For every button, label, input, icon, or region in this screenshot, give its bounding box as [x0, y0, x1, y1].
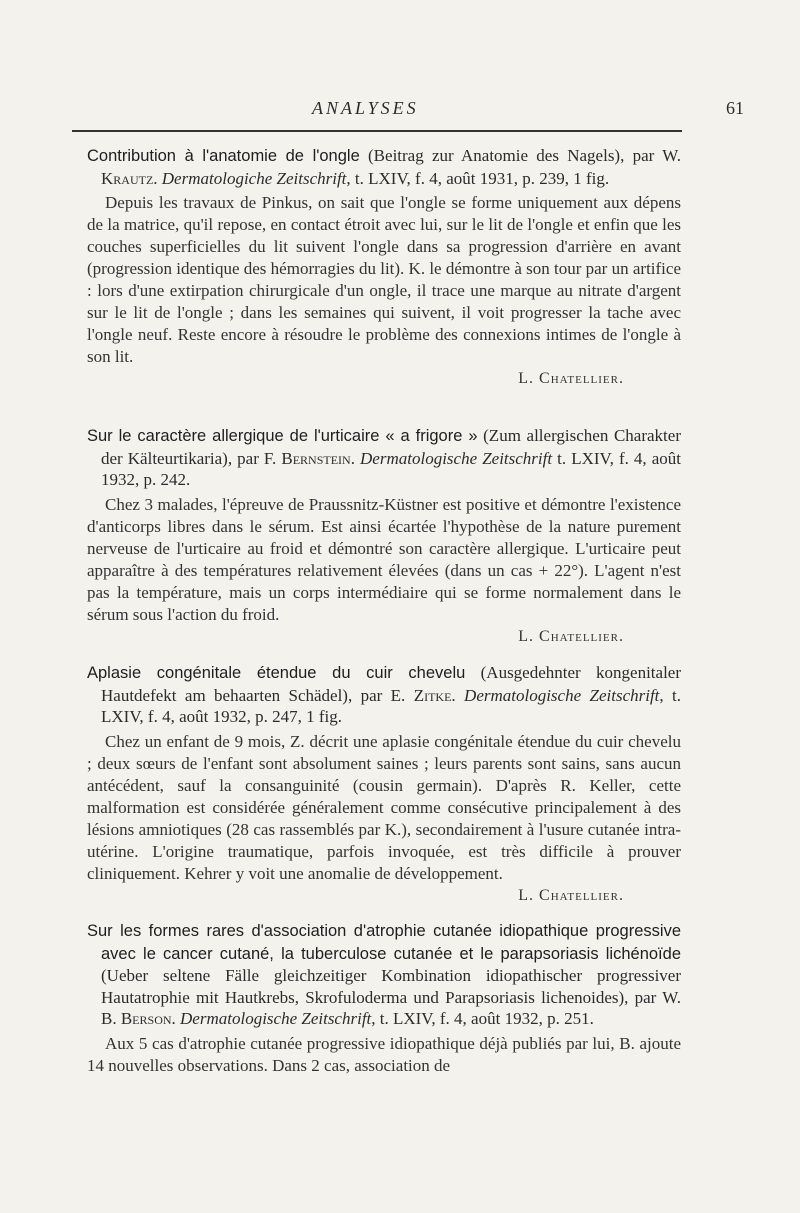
article-signature: L. Chatellier.	[518, 370, 624, 387]
article-heading	[87, 145, 681, 189]
article-body: Chez un enfant de 9 mois, Z. décrit une aplasie congénitale étendue du cuir chevelu ; deux sœurs de l'enfant sont absolument saines ; leurs parents sont sains, sans aucun antécédent, sauf la consanguinité (cousin germain). D'après R. Keller, cette malformation est considérée généralement comme consécutive principalement à des lésions amniotiques (28 cas rassemblés par K.), secondairement à l'usure cutanée intra-utérine. L'origine traumatique, parfois invoquée, est très difficile à prouver cliniquement. Kehrer y voit une anomalie de développement.	[87, 731, 681, 883]
article-title: Sur le caractère allergique de l'urticaire « a frigore »	[87, 427, 478, 445]
article-title: Aplasie congénitale étendue du cuir chevelu	[87, 664, 466, 682]
article-reference-separator: .	[350, 448, 361, 468]
article-citation: , t. LXIV, f. 4, août 1931, p. 239, 1 fig.	[346, 168, 610, 188]
article-journal: Dermatologische Zeitschrift	[464, 685, 660, 705]
article-author: Krautz	[101, 168, 154, 188]
article-citation: , t. LXIV, f. 4, août 1932, p. 247, 1 fig.	[101, 685, 682, 726]
article-title: Contribution à l'anatomie de l'ongle	[87, 147, 360, 165]
article-aplasie	[87, 662, 681, 905]
article-heading	[87, 662, 681, 728]
article-reference-separator: .	[451, 685, 465, 705]
article-signature: L. Chatellier.	[518, 627, 624, 645]
article-reference: (Ueber seltene Fälle gleichzeitiger Kombination idiopathischer progressiver Hautatrophie mit Hautkrebs, Skrofuloderma und Parapsoriasis lichenoides), par W. B.	[101, 966, 681, 1028]
article-journal: Dermatologische Zeitschrift	[360, 448, 553, 468]
article-reference: (Ausgedehnter kongenitaler Hautdefekt am behaarten Schädel), par E.	[101, 663, 681, 705]
article-body: Depuis les travaux de Pinkus, on sait que l'ongle se forme uniquement aux dépens de la matrice, qu'il repose, en contact étroit avec lui, sur le lit de l'ongle et enfin que les couches superficielles du lit suivent l'ongle dans sa progression d'arrière en avant (progression identique des hémorragies du lit). K. le démontre à son tour par un artifice : lors d'une extirpation chirurgicale d'un ongle, il trace une marque au nitrate d'argent sur le lit de l'ongle ; dans les semaines qui suivent, il voit progresser la tache avec l'ongle neuf. Reste encore à résoudre le problème des connexions intimes de l'ongle à son lit.	[87, 193, 681, 366]
article-body: Aux 5 cas d'atrophie cutanée progressive idiopathique déjà publiés par lui, B. ajoute 14 nouvelles observations. Dans 2 cas, association de	[87, 1033, 681, 1075]
article-body: Chez 3 malades, l'épreuve de Praussnitz-Küstner est positive et démontre l'existence d'anticorps libres dans le sérum. Est ainsi écartée l'hypothèse de la nature purement nerveuse de l'urticaire au froid et démontré son caractère allergique. L'urticaire peut apparaître à des températures relativement élevées (dans un cas + 22°). L'agent n'est pas la température, mais un corps intermédiaire qui se forme normalement dans le sérum sous l'action du froid.	[87, 494, 681, 624]
page-number: 61	[726, 98, 744, 118]
header-rule	[72, 130, 682, 132]
article-reference-separator: .	[153, 168, 162, 188]
article-citation: , t. LXIV, f. 4, août 1932, p. 251.	[371, 1009, 594, 1028]
running-head-title: ANALYSES	[312, 98, 419, 118]
article-author: Bernstein	[281, 448, 351, 468]
article-title: Sur les formes rares d'association d'atrophie cutanée idiopathique progressive avec le cancer cutané, la tuberculose cutanée et le parapsoriasis lichénoïde	[87, 922, 681, 963]
running-head	[0, 98, 800, 122]
article-author: Berson	[120, 1009, 172, 1028]
article-journal: Dermatologische Zeitschrift	[180, 1009, 372, 1028]
article-author: Zitke	[413, 685, 452, 705]
article-journal: Dermatologiche Zeitschrift	[161, 168, 347, 188]
article-urticaire	[87, 425, 681, 646]
article-heading	[87, 920, 681, 1030]
article-reference: (Beitrag zur Anatomie des Nagels), par W.	[359, 146, 682, 165]
article-reference-separator: .	[171, 1009, 181, 1028]
article-reference: (Zum allergischen Charakter der Kälteurtikaria), par F.	[101, 426, 681, 468]
article-citation: t. LXIV, f. 4, août 1932, p. 242.	[101, 448, 682, 489]
article-atrophie	[87, 920, 681, 1077]
article-signature: L. Chatellier.	[518, 886, 624, 904]
article-heading	[87, 425, 681, 491]
article-ongle	[87, 145, 681, 388]
